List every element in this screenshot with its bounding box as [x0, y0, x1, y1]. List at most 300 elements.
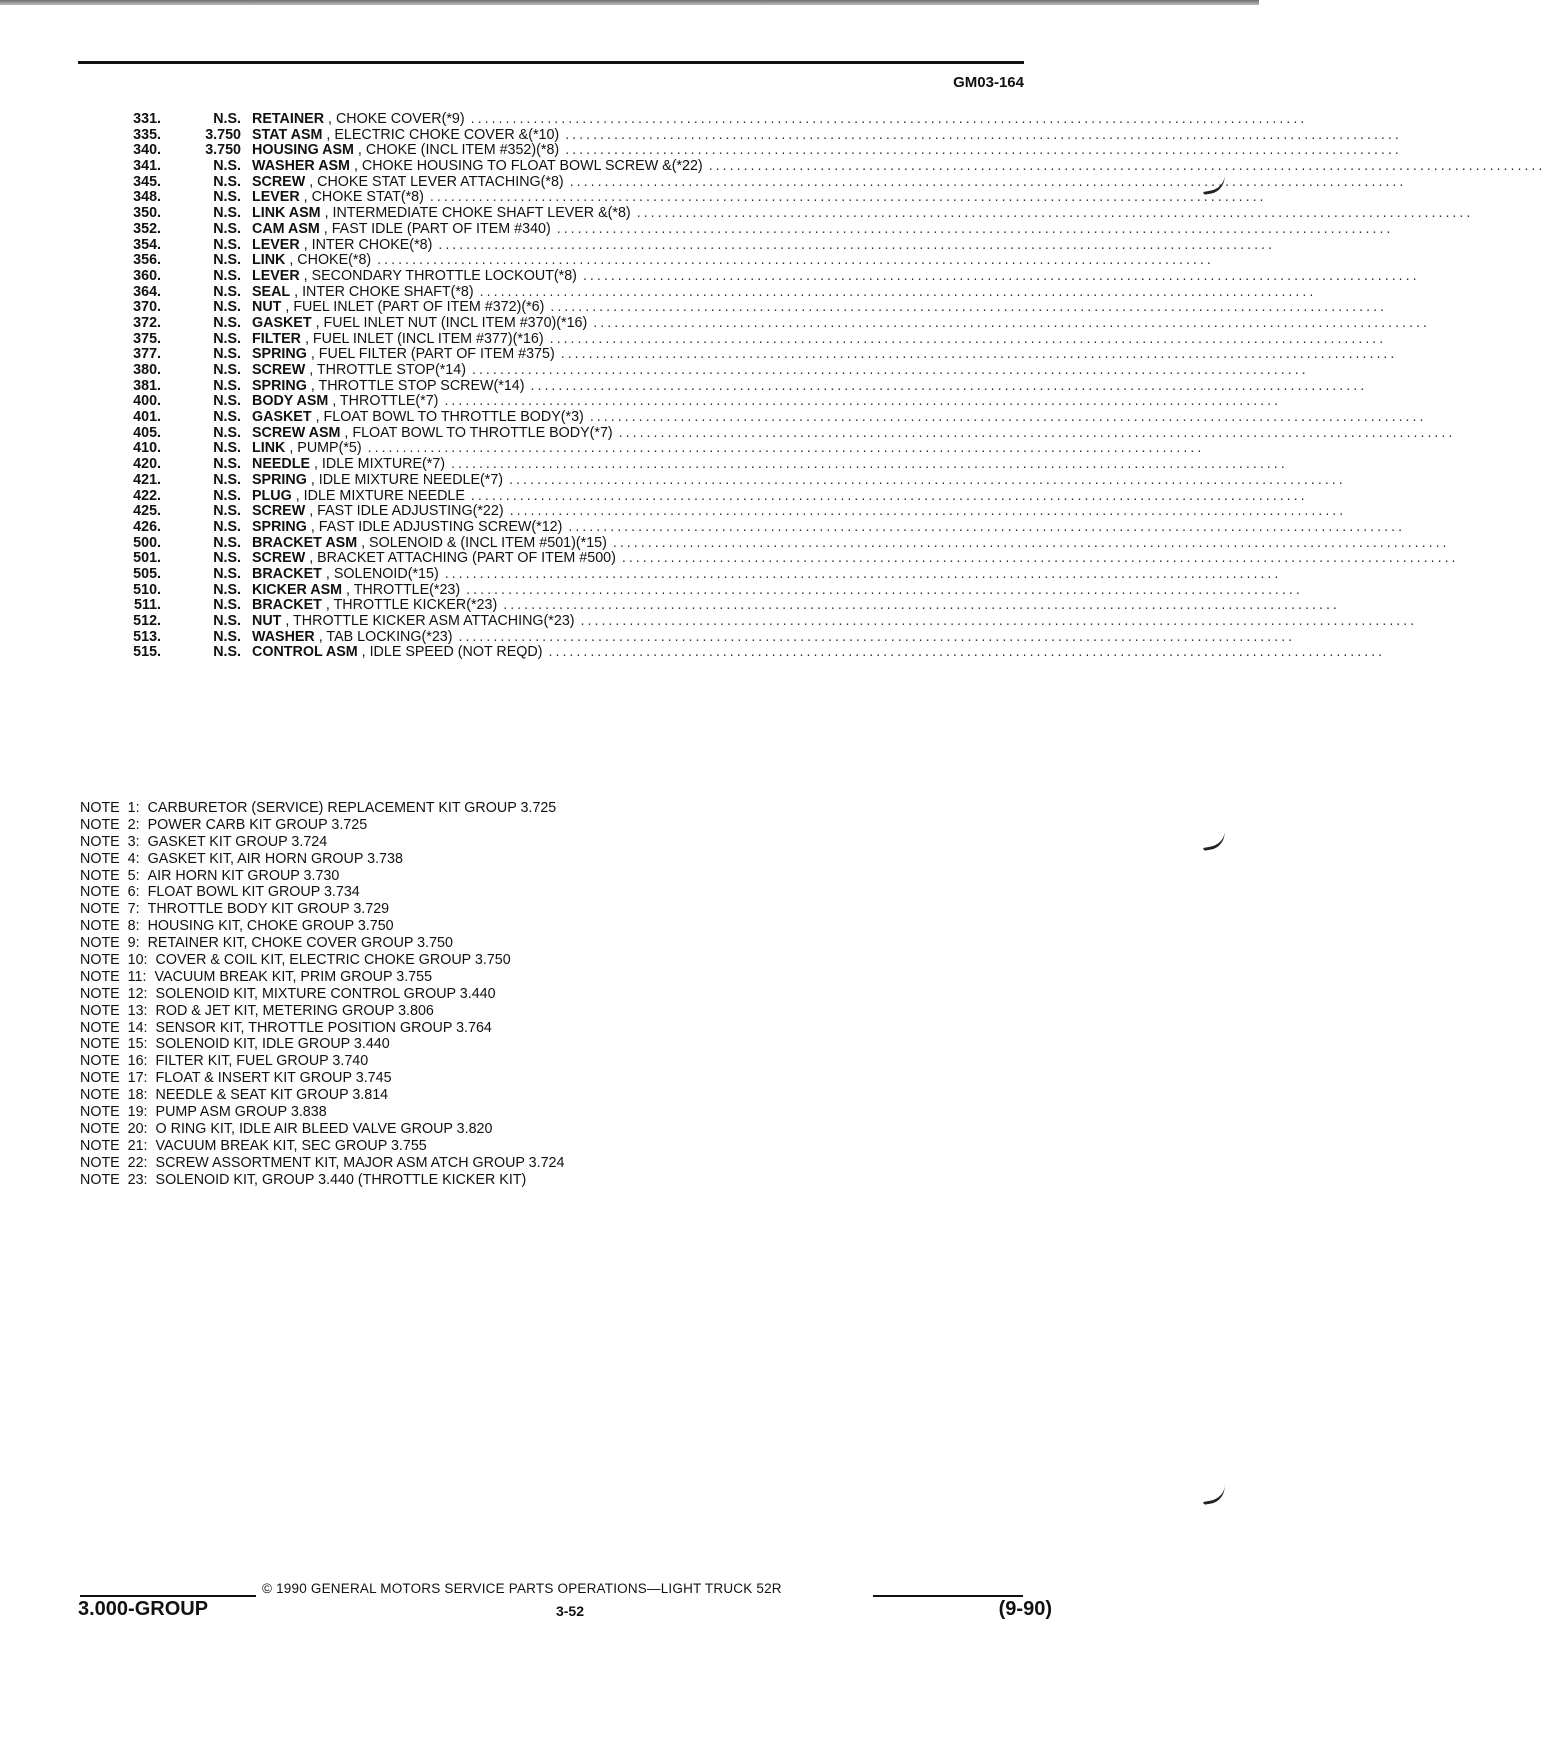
part-row [80, 126, 1402, 144]
part-group: 3.750 [205, 126, 241, 143]
note-row [80, 834, 564, 851]
part-number: 345. [133, 173, 161, 190]
part-description [241, 222, 551, 238]
part-detail: , IDLE MIXTURE(*7) [313, 456, 446, 473]
part-description [241, 630, 453, 646]
dot-leader: ........................................................................................................................ [444, 393, 1282, 410]
part-name: WASHER ASM [252, 158, 350, 175]
part-detail: , CHOKE HOUSING TO FLOAT BOWL SCREW &(*22) [353, 158, 703, 175]
part-description [241, 128, 559, 144]
note-row [80, 884, 564, 901]
part-description [241, 112, 465, 128]
part-number: 356. [133, 252, 161, 269]
part-group: N.S. [213, 393, 241, 410]
part-row [80, 205, 1474, 222]
part-row [80, 173, 1407, 191]
parts-list [80, 111, 1545, 661]
note-row [80, 1121, 564, 1138]
dot-leader: ........................................................................................................................ [466, 581, 1303, 598]
part-detail: , FUEL INLET (INCL ITEM #377)(*16) [304, 330, 544, 347]
dot-leader: ........................................................................................................................ [479, 283, 1317, 300]
part-row [80, 550, 1459, 567]
note-label: NOTE 22: [80, 1154, 148, 1171]
part-description [241, 410, 584, 426]
note-label: NOTE 4: [80, 850, 140, 867]
part-number: 425. [133, 503, 161, 520]
part-row [80, 581, 1303, 599]
note-label: NOTE 14: [80, 1019, 148, 1036]
part-group: N.S. [213, 267, 241, 284]
part-row [80, 111, 1308, 128]
part-group: N.S. [213, 236, 241, 253]
part-name: NUT [252, 299, 282, 316]
part-description [241, 285, 474, 301]
part-name: SPRING [252, 471, 307, 488]
note-text: GASKET KIT GROUP 3.724 [147, 833, 328, 850]
header-rule [78, 61, 1024, 64]
part-row [80, 158, 1545, 175]
part-number: 380. [133, 362, 161, 378]
part-number: 401. [133, 409, 161, 426]
part-detail: , SECONDARY THROTTLE LOCKOUT(*8) [303, 267, 577, 284]
part-detail: , FLOAT BOWL TO THROTTLE BODY(*7) [344, 424, 613, 441]
part-description [241, 614, 575, 630]
footer-date: (9-90) [998, 1598, 1052, 1620]
part-detail: , CHOKE STAT LEVER ATTACHING(*8) [309, 173, 564, 190]
note-text: FLOAT BOWL KIT GROUP 3.734 [147, 884, 360, 901]
part-name: SPRING [252, 346, 307, 363]
dot-leader: ........................................................................................................................ [580, 613, 1418, 629]
dot-leader: ........................................................................................................................ [593, 314, 1430, 331]
note-label: NOTE 7: [80, 901, 140, 918]
part-detail: , PUMP(*5) [289, 440, 362, 457]
part-row [80, 503, 1347, 520]
part-description [241, 300, 544, 316]
part-group: N.S. [213, 283, 241, 300]
part-number: 513. [133, 628, 161, 645]
part-row [80, 362, 1309, 379]
part-group: 3.750 [205, 142, 241, 159]
note-row [80, 986, 564, 1003]
note-label: NOTE 12: [80, 985, 148, 1002]
note-row [80, 817, 564, 834]
part-name: STAT ASM [252, 126, 323, 143]
part-description [241, 175, 564, 191]
note-row [80, 918, 564, 935]
dot-leader: ........................................................................................................................ [458, 628, 1296, 645]
part-description [241, 159, 703, 175]
part-description [241, 379, 525, 395]
part-description [241, 394, 438, 410]
part-number: 364. [133, 283, 161, 300]
part-group: N.S. [213, 487, 241, 504]
part-number: 405. [133, 424, 161, 441]
part-row [80, 409, 1427, 426]
part-name: SEAL [252, 283, 291, 300]
part-name: SCREW [252, 550, 306, 567]
note-label: NOTE 2: [80, 816, 140, 833]
note-label: NOTE 16: [80, 1053, 148, 1070]
note-row [80, 901, 564, 918]
part-detail: , FAST IDLE (PART OF ITEM #340) [323, 220, 551, 237]
note-label: NOTE 3: [80, 833, 140, 850]
note-label: NOTE 18: [80, 1087, 148, 1104]
part-number: 375. [133, 330, 161, 347]
note-text: ROD & JET KIT, METERING GROUP 3.806 [155, 1002, 434, 1019]
part-number: 348. [133, 189, 161, 206]
part-row [80, 189, 1267, 206]
part-detail: , THROTTLE STOP(*14) [309, 362, 466, 378]
part-name: SCREW [252, 503, 306, 520]
part-detail: , INTER CHOKE SHAFT(*8) [294, 283, 474, 300]
part-row [80, 252, 1214, 269]
part-description [241, 253, 371, 269]
note-text: FLOAT & INSERT KIT GROUP 3.745 [155, 1070, 392, 1087]
note-text: NEEDLE & SEAT KIT GROUP 3.814 [155, 1087, 389, 1104]
part-name: GASKET [252, 314, 312, 331]
part-description [241, 269, 577, 285]
part-row [80, 597, 1340, 614]
note-text: CARBURETOR (SERVICE) REPLACEMENT KIT GROUP 3.725 [147, 800, 557, 816]
part-name: CAM ASM [252, 220, 320, 237]
part-detail: , IDLE MIXTURE NEEDLE(*7) [310, 471, 504, 488]
note-text: SOLENOID KIT, GROUP 3.440 (THROTTLE KICKER KIT) [155, 1171, 527, 1188]
part-description [241, 457, 445, 473]
part-detail: , CHOKE (INCL ITEM #352)(*8) [357, 142, 560, 159]
part-row [80, 534, 1450, 552]
part-description [241, 598, 497, 614]
part-name: HOUSING ASM [252, 142, 354, 159]
note-text: POWER CARB KIT GROUP 3.725 [147, 816, 368, 833]
part-row [80, 393, 1282, 410]
part-row [80, 456, 1288, 473]
part-group: N.S. [213, 613, 241, 629]
part-row [80, 267, 1420, 285]
part-group: N.S. [213, 518, 241, 535]
binder-mark-bottom [1201, 1484, 1228, 1505]
page-code: GM03-164 [953, 74, 1024, 91]
part-group: N.S. [213, 440, 241, 457]
part-name: CONTROL ASM [252, 644, 358, 661]
part-detail: , SOLENOID(*15) [325, 565, 439, 582]
note-row [80, 1070, 564, 1087]
part-description [241, 316, 587, 332]
note-text: AIR HORN KIT GROUP 3.730 [147, 867, 340, 884]
part-name: KICKER ASM [252, 581, 343, 598]
note-label: NOTE 5: [80, 867, 140, 884]
dot-leader: ........................................................................................................................ [636, 205, 1474, 222]
part-number: 354. [133, 236, 161, 253]
note-label: NOTE 15: [80, 1036, 148, 1053]
part-group: N.S. [213, 534, 241, 551]
part-number: 372. [133, 314, 161, 331]
dot-leader: ........................................................................................................................ [612, 534, 1450, 551]
part-group: N.S. [213, 550, 241, 567]
part-name: SPRING [252, 377, 307, 394]
part-description [241, 238, 432, 254]
note-row [80, 1036, 564, 1053]
part-number: 350. [133, 205, 161, 222]
note-row [80, 935, 564, 952]
part-detail: , CHOKE STAT(*8) [303, 189, 424, 206]
scan-edge [0, 0, 1259, 5]
note-text: COVER & COIL KIT, ELECTRIC CHOKE GROUP 3.750 [155, 952, 511, 969]
part-group: N.S. [213, 471, 241, 488]
part-detail: , THROTTLE KICKER ASM ATTACHING(*23) [285, 613, 575, 629]
part-number: 335. [133, 126, 161, 143]
part-name: BRACKET [252, 565, 322, 582]
part-description [241, 206, 631, 222]
dot-leader: ........................................................................................................................ [582, 267, 1420, 284]
part-row [80, 299, 1388, 316]
part-group: N.S. [213, 173, 241, 190]
part-name: WASHER [252, 628, 315, 645]
binder-mark-middle [1201, 830, 1228, 851]
dot-leader: ........................................................................................................................ [367, 440, 1205, 457]
part-detail: , IDLE SPEED (NOT REQD) [361, 644, 543, 661]
part-number: 421. [133, 471, 161, 488]
part-detail: , FUEL INLET (PART OF ITEM #372)(*6) [285, 299, 545, 316]
part-name: FILTER [252, 330, 301, 347]
part-number: 340. [133, 142, 161, 159]
part-detail: , FAST IDLE ADJUSTING(*22) [309, 503, 504, 520]
note-row [80, 1053, 564, 1070]
note-row [80, 952, 564, 969]
part-number: 331. [133, 111, 161, 127]
note-label: NOTE 13: [80, 1002, 148, 1019]
part-description [241, 583, 460, 599]
part-row [80, 487, 1308, 505]
part-group: N.S. [213, 299, 241, 316]
part-group: N.S. [213, 409, 241, 426]
part-detail: , BRACKET ATTACHING (PART OF ITEM #500) [309, 550, 616, 567]
part-description [241, 520, 562, 536]
part-row [80, 283, 1317, 301]
note-text: SOLENOID KIT, IDLE GROUP 3.440 [155, 1036, 390, 1053]
part-detail: , THROTTLE(*23) [346, 581, 461, 598]
part-number: 511. [133, 597, 161, 614]
note-row [80, 1172, 564, 1189]
dot-leader: ........................................................................................................................ [444, 565, 1282, 582]
part-number: 510. [133, 581, 161, 598]
note-row [80, 851, 564, 868]
note-row [80, 1138, 564, 1155]
note-label: NOTE 23: [80, 1171, 148, 1188]
note-text: O RING KIT, IDLE AIR BLEED VALVE GROUP 3.820 [155, 1120, 493, 1137]
part-description [241, 363, 466, 379]
part-row [80, 377, 1368, 395]
part-row [80, 220, 1394, 238]
part-group: N.S. [213, 158, 241, 175]
part-row [80, 613, 1418, 630]
note-label: NOTE 9: [80, 935, 140, 952]
part-group: N.S. [213, 597, 241, 614]
dot-leader: ........................................................................................................................ [569, 173, 1407, 190]
part-number: 400. [133, 393, 161, 410]
note-label: NOTE 1: [80, 800, 140, 816]
dot-leader: ........................................................................................................................ [548, 644, 1386, 661]
dot-leader: ........................................................................................................................ [471, 362, 1309, 378]
dot-leader: ........................................................................................................................ [565, 142, 1402, 159]
part-row [80, 346, 1398, 363]
part-detail: , FLOAT BOWL TO THROTTLE BODY(*3) [315, 409, 584, 426]
part-name: RETAINER [252, 111, 325, 127]
dot-leader: ........................................................................................................................ [377, 252, 1214, 269]
note-text: HOUSING KIT, CHOKE GROUP 3.750 [147, 918, 394, 935]
note-text: THROTTLE BODY KIT GROUP 3.729 [147, 901, 390, 918]
part-detail: , FUEL INLET NUT (INCL ITEM #370)(*16) [315, 314, 588, 331]
part-detail: , IDLE MIXTURE NEEDLE [295, 487, 465, 504]
part-detail: , THROTTLE(*7) [332, 393, 439, 410]
part-number: 420. [133, 456, 161, 473]
part-description [241, 426, 613, 442]
part-group: N.S. [213, 220, 241, 237]
part-description [241, 536, 607, 552]
part-group: N.S. [213, 111, 241, 127]
part-group: N.S. [213, 205, 241, 222]
part-number: 341. [133, 158, 161, 175]
part-name: BRACKET ASM [252, 534, 358, 551]
dot-leader: ........................................................................................................................ [470, 111, 1308, 127]
dot-leader: ........................................................................................................................ [470, 487, 1308, 504]
part-name: BRACKET [252, 597, 322, 614]
dot-leader: ........................................................................................................................ [438, 236, 1276, 253]
part-name: GASKET [252, 409, 312, 426]
part-group: N.S. [213, 456, 241, 473]
note-row [80, 969, 564, 986]
part-name: SCREW [252, 173, 306, 190]
part-number: 500. [133, 534, 161, 551]
part-name: LEVER [252, 267, 300, 284]
part-row [80, 314, 1430, 332]
part-row [80, 518, 1406, 536]
part-group: N.S. [213, 330, 241, 347]
part-name: LEVER [252, 236, 300, 253]
part-number: 381. [133, 377, 161, 394]
part-detail: , THROTTLE KICKER(*23) [325, 597, 498, 614]
dot-leader: ........................................................................................................................ [568, 518, 1406, 535]
part-detail: , CHOKE(*8) [289, 252, 372, 269]
footer-copyright: © 1990 GENERAL MOTORS SERVICE PARTS OPERATIONS—LIGHT TRUCK 52R [262, 1581, 782, 1596]
part-detail: , TAB LOCKING(*23) [318, 628, 453, 645]
part-number: 512. [133, 613, 161, 629]
part-description [241, 645, 543, 661]
part-group: N.S. [213, 377, 241, 394]
note-label: NOTE 21: [80, 1137, 148, 1154]
part-number: 422. [133, 487, 161, 504]
part-number: 352. [133, 220, 161, 237]
part-detail: , SOLENOID & (INCL ITEM #501)(*15) [361, 534, 607, 551]
part-row [80, 236, 1276, 254]
part-detail: , CHOKE COVER(*9) [328, 111, 465, 127]
dot-leader: ........................................................................................................................ [621, 550, 1459, 567]
note-row [80, 1087, 564, 1104]
note-text: VACUUM BREAK KIT, PRIM GROUP 3.755 [154, 968, 433, 985]
note-text: GASKET KIT, AIR HORN GROUP 3.738 [147, 850, 403, 867]
note-label: NOTE 10: [80, 952, 148, 969]
part-group: N.S. [213, 581, 241, 598]
note-text: PUMP ASM GROUP 3.838 [155, 1104, 327, 1121]
dot-leader: ........................................................................................................................ [503, 597, 1340, 614]
part-group: N.S. [213, 362, 241, 378]
note-label: NOTE 11: [80, 968, 147, 985]
part-name: BODY ASM [252, 393, 329, 410]
part-row [80, 471, 1346, 489]
part-name: SCREW ASM [252, 424, 341, 441]
part-description [241, 504, 504, 520]
dot-leader: ........................................................................................................................ [530, 377, 1368, 394]
footer-rule-left [80, 1595, 256, 1597]
dot-leader: ........................................................................................................................ [708, 158, 1545, 175]
part-row [80, 424, 1456, 442]
note-label: NOTE 8: [80, 918, 140, 935]
note-text: RETAINER KIT, CHOKE COVER GROUP 3.750 [147, 935, 453, 952]
part-detail: , ELECTRIC CHOKE COVER &(*10) [326, 126, 560, 143]
part-detail: , INTER CHOKE(*8) [303, 236, 433, 253]
footer-page-number: 3-52 [555, 1603, 585, 1619]
dot-leader: ........................................................................................................................ [549, 330, 1387, 347]
part-row [80, 628, 1296, 646]
part-group: N.S. [213, 644, 241, 661]
part-description [241, 551, 616, 567]
dot-leader: ........................................................................................................................ [556, 220, 1394, 237]
part-name: LEVER [252, 189, 300, 206]
dot-leader: ........................................................................................................................ [451, 456, 1288, 473]
note-text: VACUUM BREAK KIT, SEC GROUP 3.755 [155, 1137, 427, 1154]
part-number: 426. [133, 518, 161, 535]
part-group: N.S. [213, 314, 241, 331]
part-name: PLUG [252, 487, 292, 504]
part-description [241, 332, 544, 348]
part-number: 410. [133, 440, 161, 457]
note-text: SCREW ASSORTMENT KIT, MAJOR ASM ATCH GROUP 3.724 [155, 1154, 565, 1171]
part-group: N.S. [213, 503, 241, 520]
dot-leader: ........................................................................................................................ [429, 189, 1267, 206]
note-row [80, 1155, 564, 1172]
note-row [80, 1020, 564, 1037]
dot-leader: ........................................................................................................................ [565, 126, 1402, 143]
part-number: 501. [133, 550, 161, 567]
part-detail: , FUEL FILTER (PART OF ITEM #375) [310, 346, 555, 363]
dot-leader: ........................................................................................................................ [509, 471, 1346, 488]
part-number: 377. [133, 346, 161, 363]
note-row [80, 800, 564, 817]
part-row [80, 330, 1387, 348]
note-text: FILTER KIT, FUEL GROUP 3.740 [155, 1053, 369, 1070]
note-row [80, 868, 564, 885]
part-group: N.S. [213, 252, 241, 269]
part-name: LINK ASM [252, 205, 321, 222]
note-row [80, 1003, 564, 1020]
part-description [241, 143, 559, 159]
dot-leader: ........................................................................................................................ [560, 346, 1398, 363]
dot-leader: ........................................................................................................................ [618, 424, 1456, 441]
part-group: N.S. [213, 424, 241, 441]
part-row [80, 142, 1402, 159]
part-row [80, 644, 1386, 661]
footer-rule-right [873, 1595, 1023, 1597]
part-description [241, 190, 424, 206]
dot-leader: ........................................................................................................................ [550, 299, 1388, 316]
part-group: N.S. [213, 346, 241, 363]
notes-list [80, 800, 564, 1188]
dot-leader: ........................................................................................................................ [589, 409, 1427, 426]
part-name: LINK [252, 252, 286, 269]
part-group: N.S. [213, 628, 241, 645]
part-number: 370. [133, 299, 161, 316]
part-group: N.S. [213, 565, 241, 582]
part-name: NEEDLE [252, 456, 310, 473]
